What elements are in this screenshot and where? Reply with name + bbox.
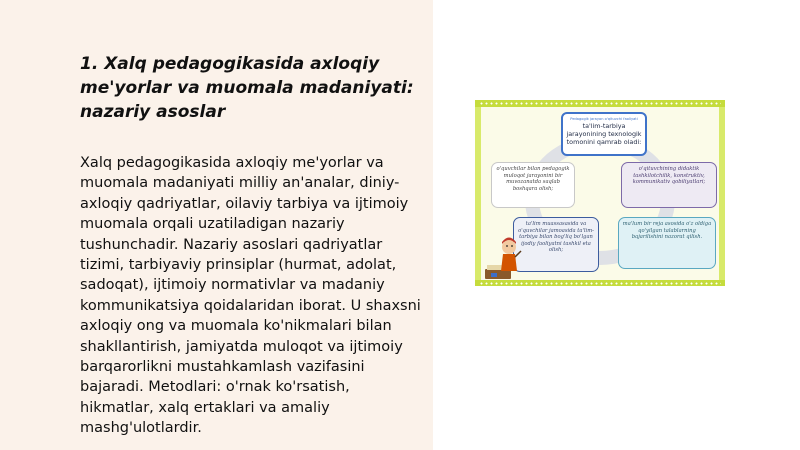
center-box-caption: Pedagogik jarayon o'qituvchi faoliyati <box>570 117 638 121</box>
teacher-illustration-icon <box>483 233 523 281</box>
diagram-center-box <box>561 112 647 156</box>
pedagogy-diagram-image <box>475 100 725 286</box>
dotted-border-bottom <box>479 282 721 285</box>
slide-body-text: Xalq pedagogikasida axloqiy me'yorlar va muomala madaniyati milliy an'analar, diniy-axloqiy qadriyatlar, oilaviy tarbiya va ijtimoiy muomala orqali uzatiladigan nazariy tushunchadir. Nazariy asoslari qadriyatlar tizimi, tarbiyaviy prinsiplar (hurmat, adolat, sadoqat), ijtimoiy normativlar va madaniy kommunikatsiya qoidalaridan iborat. U shaxsni axloqiy ong va muomala ko'nikmalari bilan shakllantirish, jamiyatda muloqot va ijtimoiy barqarorlikni mustahkamlash vazifasini bajaradi. Metodlari: o'rnak ko'rsatish, hikmatlar, xalq ertaklari va amaliy mashg'ulotlardir. <box>80 155 421 437</box>
diagram-box-bottom-right: ma'lum bir reja asosida o'z oldiga qo'yilgan talablarning bajarilishini nazorat qilish. <box>618 217 716 269</box>
diagram-canvas <box>481 107 719 280</box>
diagram-box-bottom-left: ta'lim muassasasida va o'quvchilar jamoasida ta'lim-tarbiya bilan bog'liq bo'lgan ijodiy faoliyatni tashkil eta olish; <box>513 217 599 272</box>
diagram-box-top-left: o'quvchilar bilan pedagogik muloqot jarayonini bir muvozanatda saqlab boshqara olish; <box>491 162 575 208</box>
slide-title: 1. Xalq pedagogikasida axloqiy me'yorlar va muomala madaniyati: nazariy asoslar <box>80 54 414 122</box>
dotted-border-top <box>479 102 721 105</box>
center-box-text: ta'lim-tarbiya jarayonining texnologik tomonini qamrab oladi: <box>566 122 642 147</box>
diagram-box-top-right: o'qituvchining didaktik tashkilotchilik, konstruktiv, kommunikativ qobiliyatlari; <box>621 162 717 208</box>
